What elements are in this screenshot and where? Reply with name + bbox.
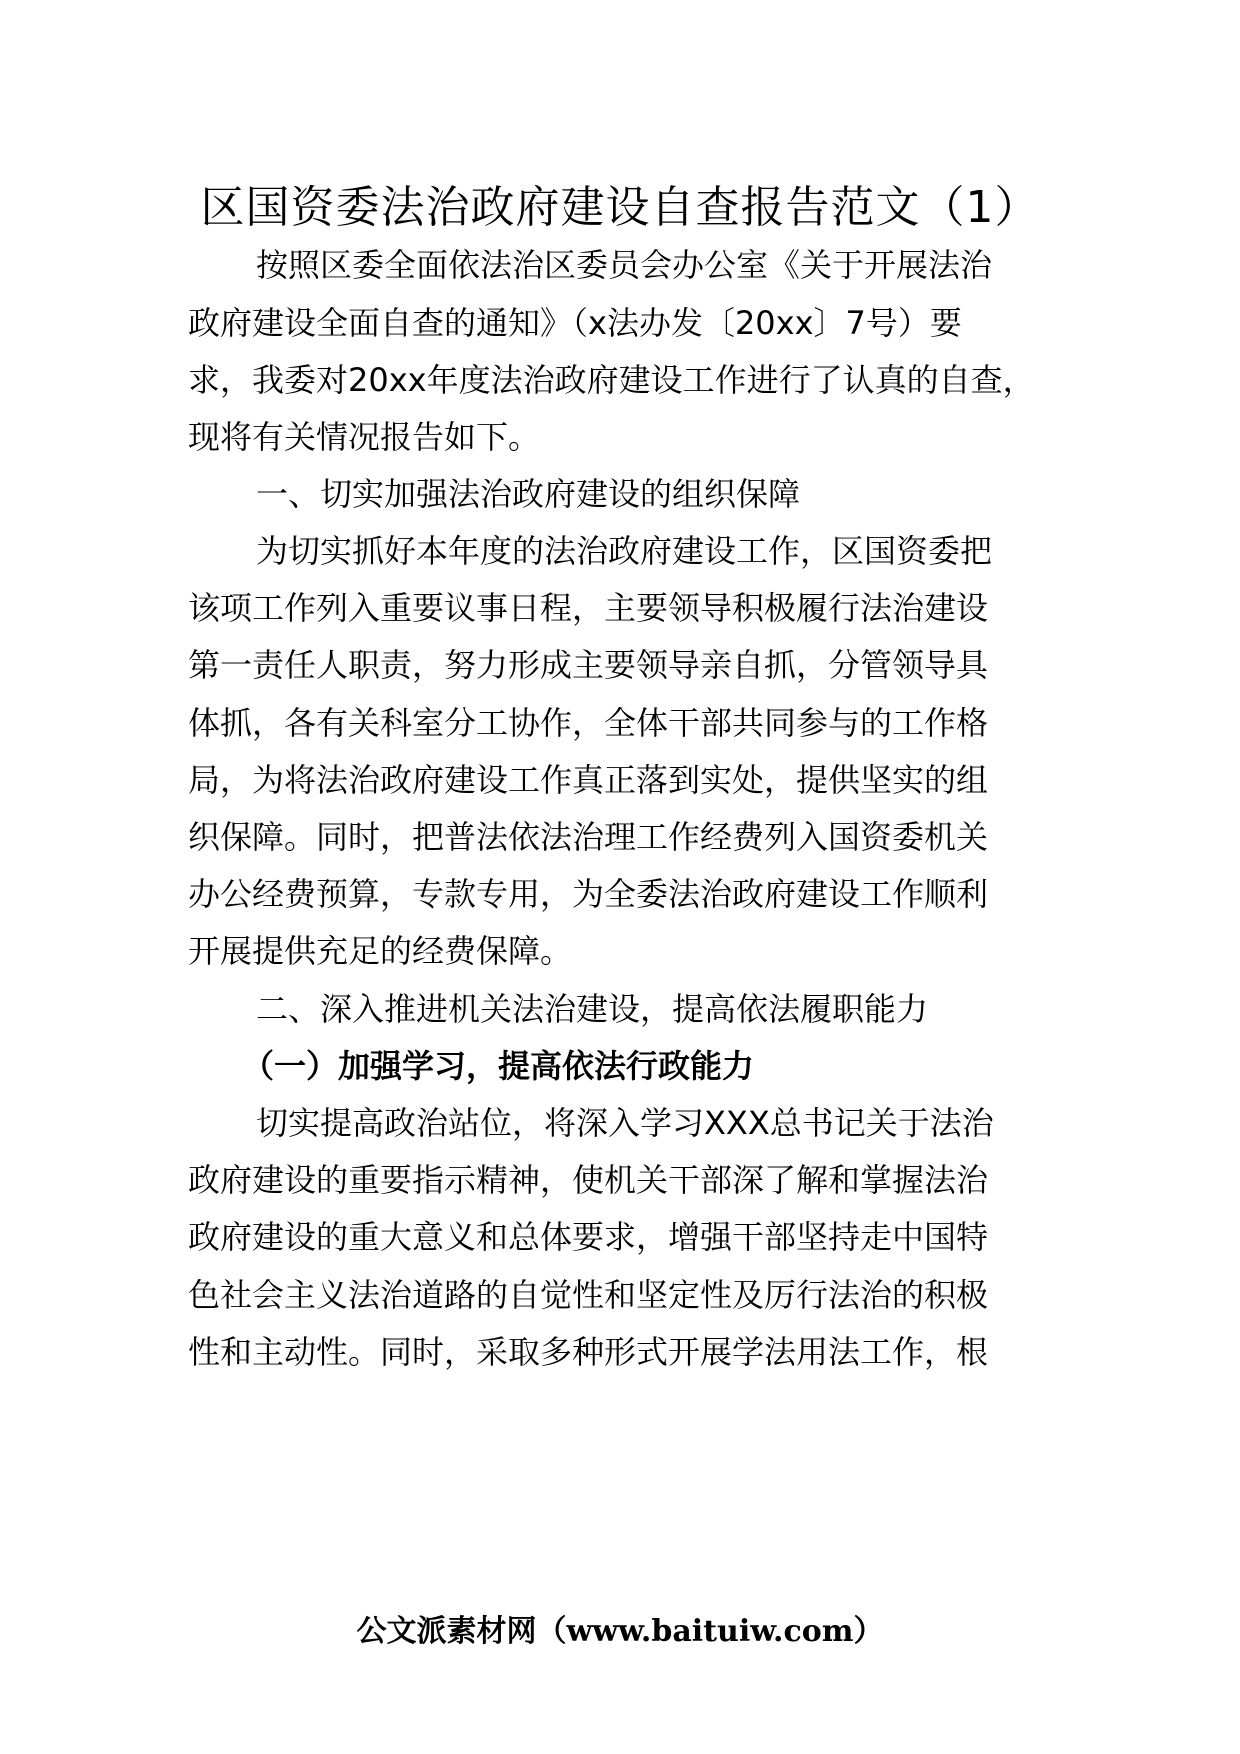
paragraph-line: 第一责任人职责，努力形成主要领导亲自抓，分管领导具 [188,646,989,684]
paragraph-line: 体抓，各有关科室分工协作，全体干部共同参与的工作格 [188,704,989,742]
paragraph-line: 政府建设的重大意义和总体要求，增强干部坚持走中国特 [188,1218,989,1256]
paragraph-line: 政府建设的重要指示精神，使机关干部深了解和掌握法治 [188,1161,989,1199]
paragraph-line: 开展提供充足的经费保障。 [188,932,573,970]
document-title: 区国资委法治政府建设自查报告范文（1） [200,182,1040,233]
paragraph-line: 切实提高政治站位，将深入学习XXX总书记关于法治 [256,1104,994,1142]
paragraph-line: 现将有关情况报告如下。 [188,418,541,456]
paragraph-line: 该项工作列入重要议事日程，主要领导积极履行法治建设 [188,589,989,627]
paragraph-line: 性和主动性。同时，采取多种形式开展学法用法工作，根 [188,1333,989,1371]
subsection-heading: （一）加强学习，提高依法行政能力 [242,1047,755,1085]
footer-watermark-text: 公文派素材网（www.baituiw.com） [356,1614,884,1649]
paragraph-line: 办公经费预算，专款专用，为全委法治政府建设工作顺利 [188,875,989,913]
paragraph-line: 求，我委对20xx年度法治政府建设工作进行了认真的自查， [188,361,1035,399]
paragraph-line: 按照区委全面依法治区委员会办公室《关于开展法治 [256,246,993,284]
section-heading: 一、切实加强法治政府建设的组织保障 [256,475,801,513]
paragraph-line: 为切实抓好本年度的法治政府建设工作，区国资委把 [256,532,993,570]
paragraph-line: 织保障。同时，把普法依法治理工作经费列入国资委机关 [188,818,989,856]
paragraph-line: 政府建设全面自查的通知》（x法办发〔20xx〕7号）要 [188,304,962,342]
paragraph-line: 色社会主义法治道路的自觉性和坚定性及厉行法治的积极 [188,1276,989,1314]
paragraph-line: 局，为将法治政府建设工作真正落到实处，提供坚实的组 [188,761,989,799]
section-heading: 二、深入推进机关法治建设，提高依法履职能力 [256,990,929,1028]
